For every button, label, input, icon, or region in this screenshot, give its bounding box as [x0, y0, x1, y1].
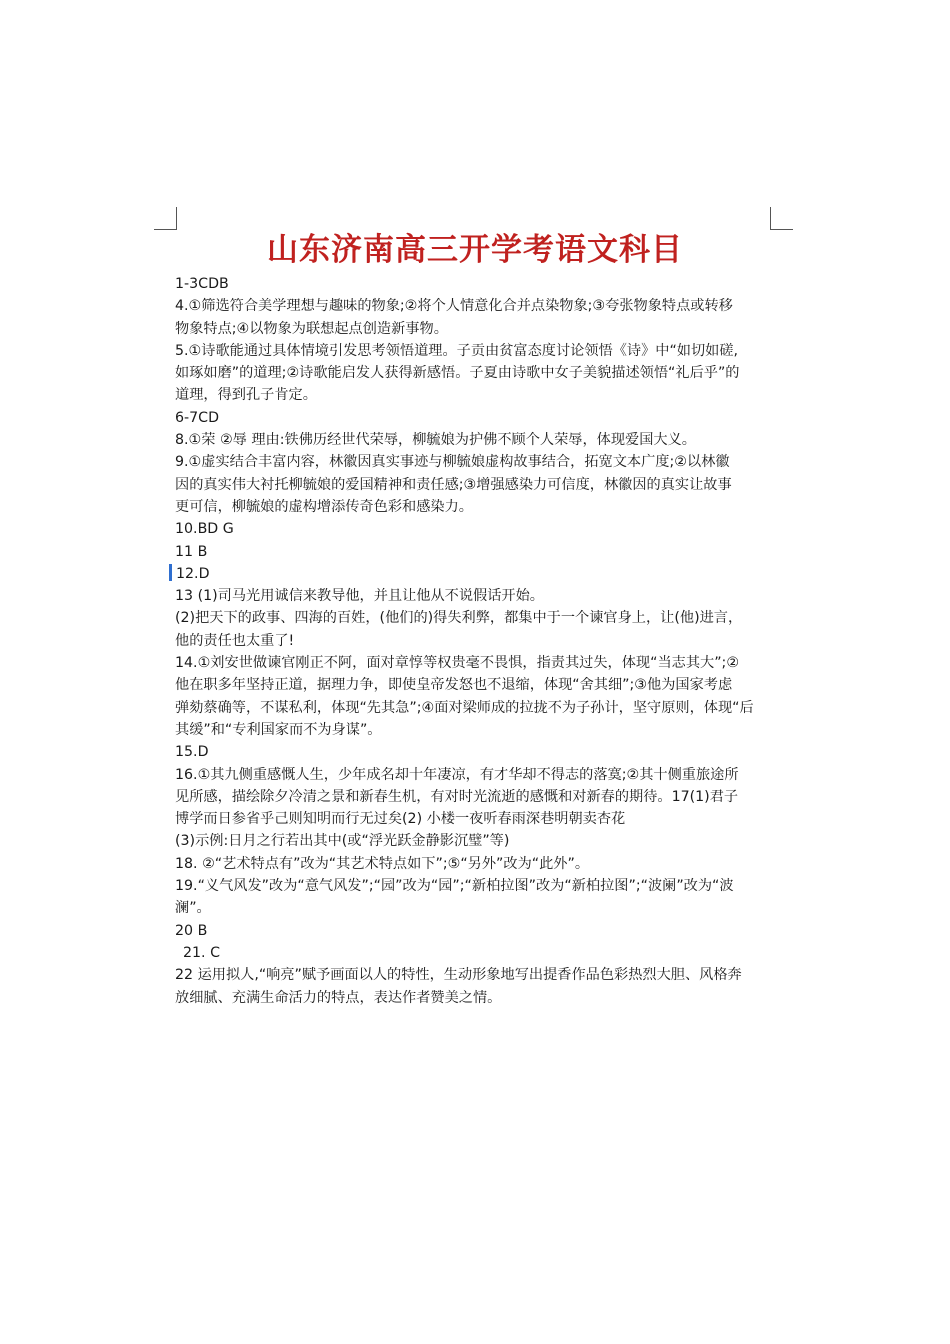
text-line: 更可信，柳毓娘的虚构增添传奇色彩和感染力。	[175, 498, 473, 515]
text-line: 如琢如磨”的道理;②诗歌能启发人获得新感悟。子夏由诗歌中女子美貌描述领悟“礼后乎”的	[175, 365, 740, 382]
text-line: (2)把天下的政事、四海的百姓，(他们的)得失利弊，都集中于一个谏官身上，让(他)进言，	[175, 610, 743, 627]
text-line-text: 12.D	[176, 565, 210, 582]
text-line: 道理，得到孔子肯定。	[175, 387, 317, 404]
text-line: 因的真实伟大衬托柳毓娘的爱国精神和责任感;③增强感染力可信度，林徽因的真实让故事	[175, 476, 732, 493]
text-line: 他在职多年坚持正道，据理力争，即使皇帝发怒也不退缩，体现“舍其细”;③他为国家考虑	[175, 677, 733, 694]
text-line: 1-3CDB	[175, 276, 229, 292]
answer-content	[175, 273, 785, 1009]
text-line: 21. C	[183, 944, 220, 961]
text-line: 放细腻、充满生命活力的特点，表达作者赞美之情。	[175, 989, 502, 1006]
text-line: 15.D	[175, 744, 209, 761]
text-line: (3)示例:日月之行若出其中(或“浮光跃金静影沉璧”等)	[175, 833, 510, 850]
text-line: 见所感，描绘除夕冷清之景和新春生机，有对时光流逝的感慨和对新春的期待。17(1)君子	[175, 788, 739, 805]
text-line: 20 B	[175, 922, 208, 939]
text-line: 4.①筛选符合美学理想与趣味的物象;②将个人情意化合并点染物象;③夸张物象特点或转移	[175, 298, 733, 315]
text-line: 6-7CD	[175, 409, 220, 426]
text-line: 9.①虚实结合丰富内容，林徽因真实事迹与柳毓娘虚构故事结合，拓宽文本广度;②以林徽	[175, 454, 730, 471]
text-line: 弹劾蔡确等，不谋私利，体现“先其急”;④面对梁师成的拉拢不为子孙计，坚守原则，体现“后	[175, 699, 754, 716]
text-line: 物象特点;④以物象为联想起点创造新事物。	[175, 320, 448, 337]
text-line: 22 运用拟人,“响亮”赋予画面以人的特性，生动形象地写出提香作品色彩热烈大胆、风格奔	[175, 967, 742, 984]
text-line: 18. ②“艺术特点有”改为“其艺术特点如下”;⑤“另外”改为“此外”。	[175, 855, 590, 872]
text-line-with-cursor	[175, 563, 785, 585]
text-line: 19.“义气风发”改为“意气风发”;“园”改为“园”;“新柏拉图”改为“新柏拉图”;“波阑”改为“波	[175, 878, 734, 895]
text-line: 澜”。	[175, 900, 211, 917]
text-line: 他的责任也太重了!	[175, 632, 295, 649]
text-line: 16.①其九侧重感慨人生，少年成名却十年凄凉，有才华却不得志的落寞;②其十侧重旅途所	[175, 766, 739, 783]
text-line: 5.①诗歌能通过具体情境引发思考领悟道理。子贡由贫富态度讨论领悟《诗》中“如切如磋,	[175, 342, 739, 359]
text-line: 其缓”和“专利国家而不为身谋”。	[175, 721, 382, 738]
text-line: 11 B	[175, 543, 208, 560]
text-line: 13 (1)司马光用诚信来教导他，并且让他从不说假话开始。	[175, 588, 544, 605]
text-line: 博学而日参省乎己则知明而行无过矣(2) 小楼一夜听春雨深巷明朝卖杏花	[175, 811, 626, 828]
page-title: 山东济南高三开学考语文科目	[267, 232, 683, 268]
text-line: 14.①刘安世做谏官刚正不阿，面对章惇等权贵毫不畏惧，指责其过失，体现“当志其大”;②	[175, 655, 740, 672]
text-line: 10.BD G	[175, 521, 234, 538]
text-cursor	[169, 564, 172, 581]
text-line: 8.①荣 ②辱 理由:铁佛历经世代荣辱，柳毓娘为护佛不顾个人荣辱，体现爱国大义。	[175, 432, 696, 449]
